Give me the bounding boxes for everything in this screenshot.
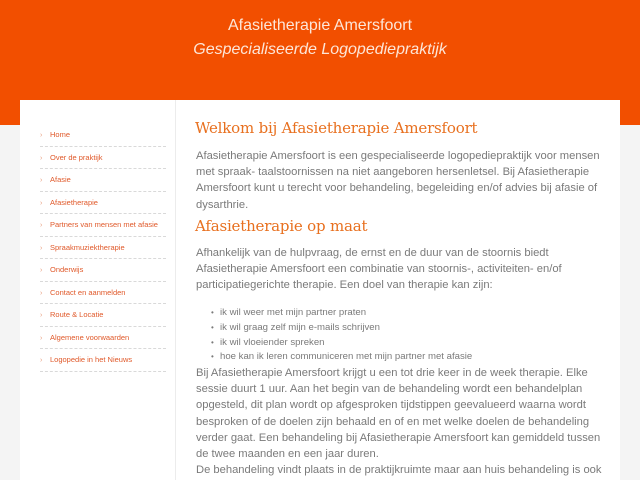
intro-paragraph: Afasietherapie Amersfoort is een gespecialiseerde logopediepraktijk voor mensen met spraak- taalstoornissen na niet aangeboren hersenletsel. Bij Afasietherapie Amersfoort kunt u terecht voor behandeling, begeleiding en/of advies bij afasie of dysarthrie. bbox=[196, 150, 600, 211]
sidebar-item-partners[interactable] bbox=[40, 214, 166, 237]
sidebar-item-home[interactable] bbox=[40, 124, 166, 147]
sidebar-item-onderwijs[interactable] bbox=[40, 259, 166, 282]
session-paragraph: Bij Afasietherapie Amersfoort krijgt u een tot drie keer in de week therapie. Elke sessie duurt 1 uur. Aan het begin van de behandeling wordt een behandelplan opgesteld, dit plan wordt op afgesproken tijdstippen geevalueerd waarna wordt besproken of de doelen zijn behaald en of en met welke doelen de behandeling verder gaat. Een behandeling bij Afasietherapie Amersfoort kan gemiddeld tussen de twee maanden en een jaar duren. bbox=[196, 367, 601, 461]
sidebar-item-label: Logopedie in het Nieuws bbox=[50, 355, 133, 364]
therapy-paragraph: Afhankelijk van de hulpvraag, de ernst en de duur van de stoornis biedt Afasietherapie Amersfoort een combinatie van stoornis-, activiteiten- en/of participatiegerichte therapie. Een doel van therapie kan zijn: bbox=[196, 247, 562, 292]
sidebar bbox=[20, 100, 176, 480]
sidebar-item-algemene-voorwaarden[interactable] bbox=[40, 327, 166, 350]
list-item: • ik wil graag zelf mijn e-mails schrijven bbox=[211, 321, 472, 336]
content-container bbox=[20, 100, 620, 480]
section-heading: Afasietherapie op maat bbox=[195, 217, 368, 235]
list-item: • ik wil weer met mijn partner praten bbox=[211, 306, 472, 321]
sidebar-nav bbox=[40, 124, 166, 372]
list-item: • ik wil vloeiender spreken bbox=[211, 336, 472, 351]
sidebar-item-label: Home bbox=[50, 130, 71, 139]
sidebar-item-label: Partners van mensen met afasie bbox=[50, 220, 158, 229]
site-title[interactable]: Afasietherapie Amersfoort bbox=[227, 17, 413, 34]
chevron-right-icon: › bbox=[40, 199, 43, 207]
sidebar-item-afasietherapie[interactable] bbox=[40, 192, 166, 215]
sidebar-item-label: Afasie bbox=[50, 175, 71, 184]
chevron-right-icon: › bbox=[40, 334, 43, 342]
chevron-right-icon: › bbox=[40, 267, 43, 274]
chevron-right-icon: › bbox=[40, 312, 43, 319]
sidebar-item-afasie[interactable] bbox=[40, 169, 166, 192]
sidebar-item-over-de-praktijk[interactable] bbox=[40, 147, 166, 170]
sidebar-item-route-locatie[interactable] bbox=[40, 304, 166, 327]
chevron-right-icon: › bbox=[40, 222, 43, 229]
goals-list bbox=[211, 306, 472, 365]
chevron-right-icon: › bbox=[40, 177, 43, 184]
chevron-right-icon: › bbox=[40, 132, 43, 139]
sidebar-item-label: Spraakmuziektherapie bbox=[50, 242, 125, 252]
site-subtitle: Gespecialiseerde Logopediepraktijk bbox=[193, 41, 447, 58]
sidebar-item-label: Onderwijs bbox=[50, 265, 84, 274]
page-title: Welkom bij Afasietherapie Amersfoort bbox=[195, 119, 478, 137]
sidebar-item-label: Algemene voorwaarden bbox=[50, 332, 130, 342]
sidebar-item-label: Route & Locatie bbox=[50, 310, 104, 319]
sidebar-item-nieuws[interactable] bbox=[40, 349, 166, 372]
chevron-right-icon: › bbox=[40, 244, 43, 252]
sidebar-item-label: Afasietherapie bbox=[50, 197, 98, 207]
list-item: • hoe kan ik leren communiceren met mijn partner met afasie bbox=[211, 350, 472, 365]
chevron-right-icon: › bbox=[40, 357, 43, 364]
location-paragraph: De behandeling vindt plaats in de praktijkruimte maar aan huis behandeling is ook bbox=[196, 464, 602, 476]
chevron-right-icon: › bbox=[40, 154, 43, 162]
sidebar-item-label: Over de praktijk bbox=[50, 152, 103, 162]
sidebar-item-contact[interactable] bbox=[40, 282, 166, 305]
chevron-right-icon: › bbox=[40, 289, 43, 297]
sidebar-item-spraakmuziektherapie[interactable] bbox=[40, 237, 166, 260]
sidebar-item-label: Contact en aanmelden bbox=[50, 287, 126, 297]
